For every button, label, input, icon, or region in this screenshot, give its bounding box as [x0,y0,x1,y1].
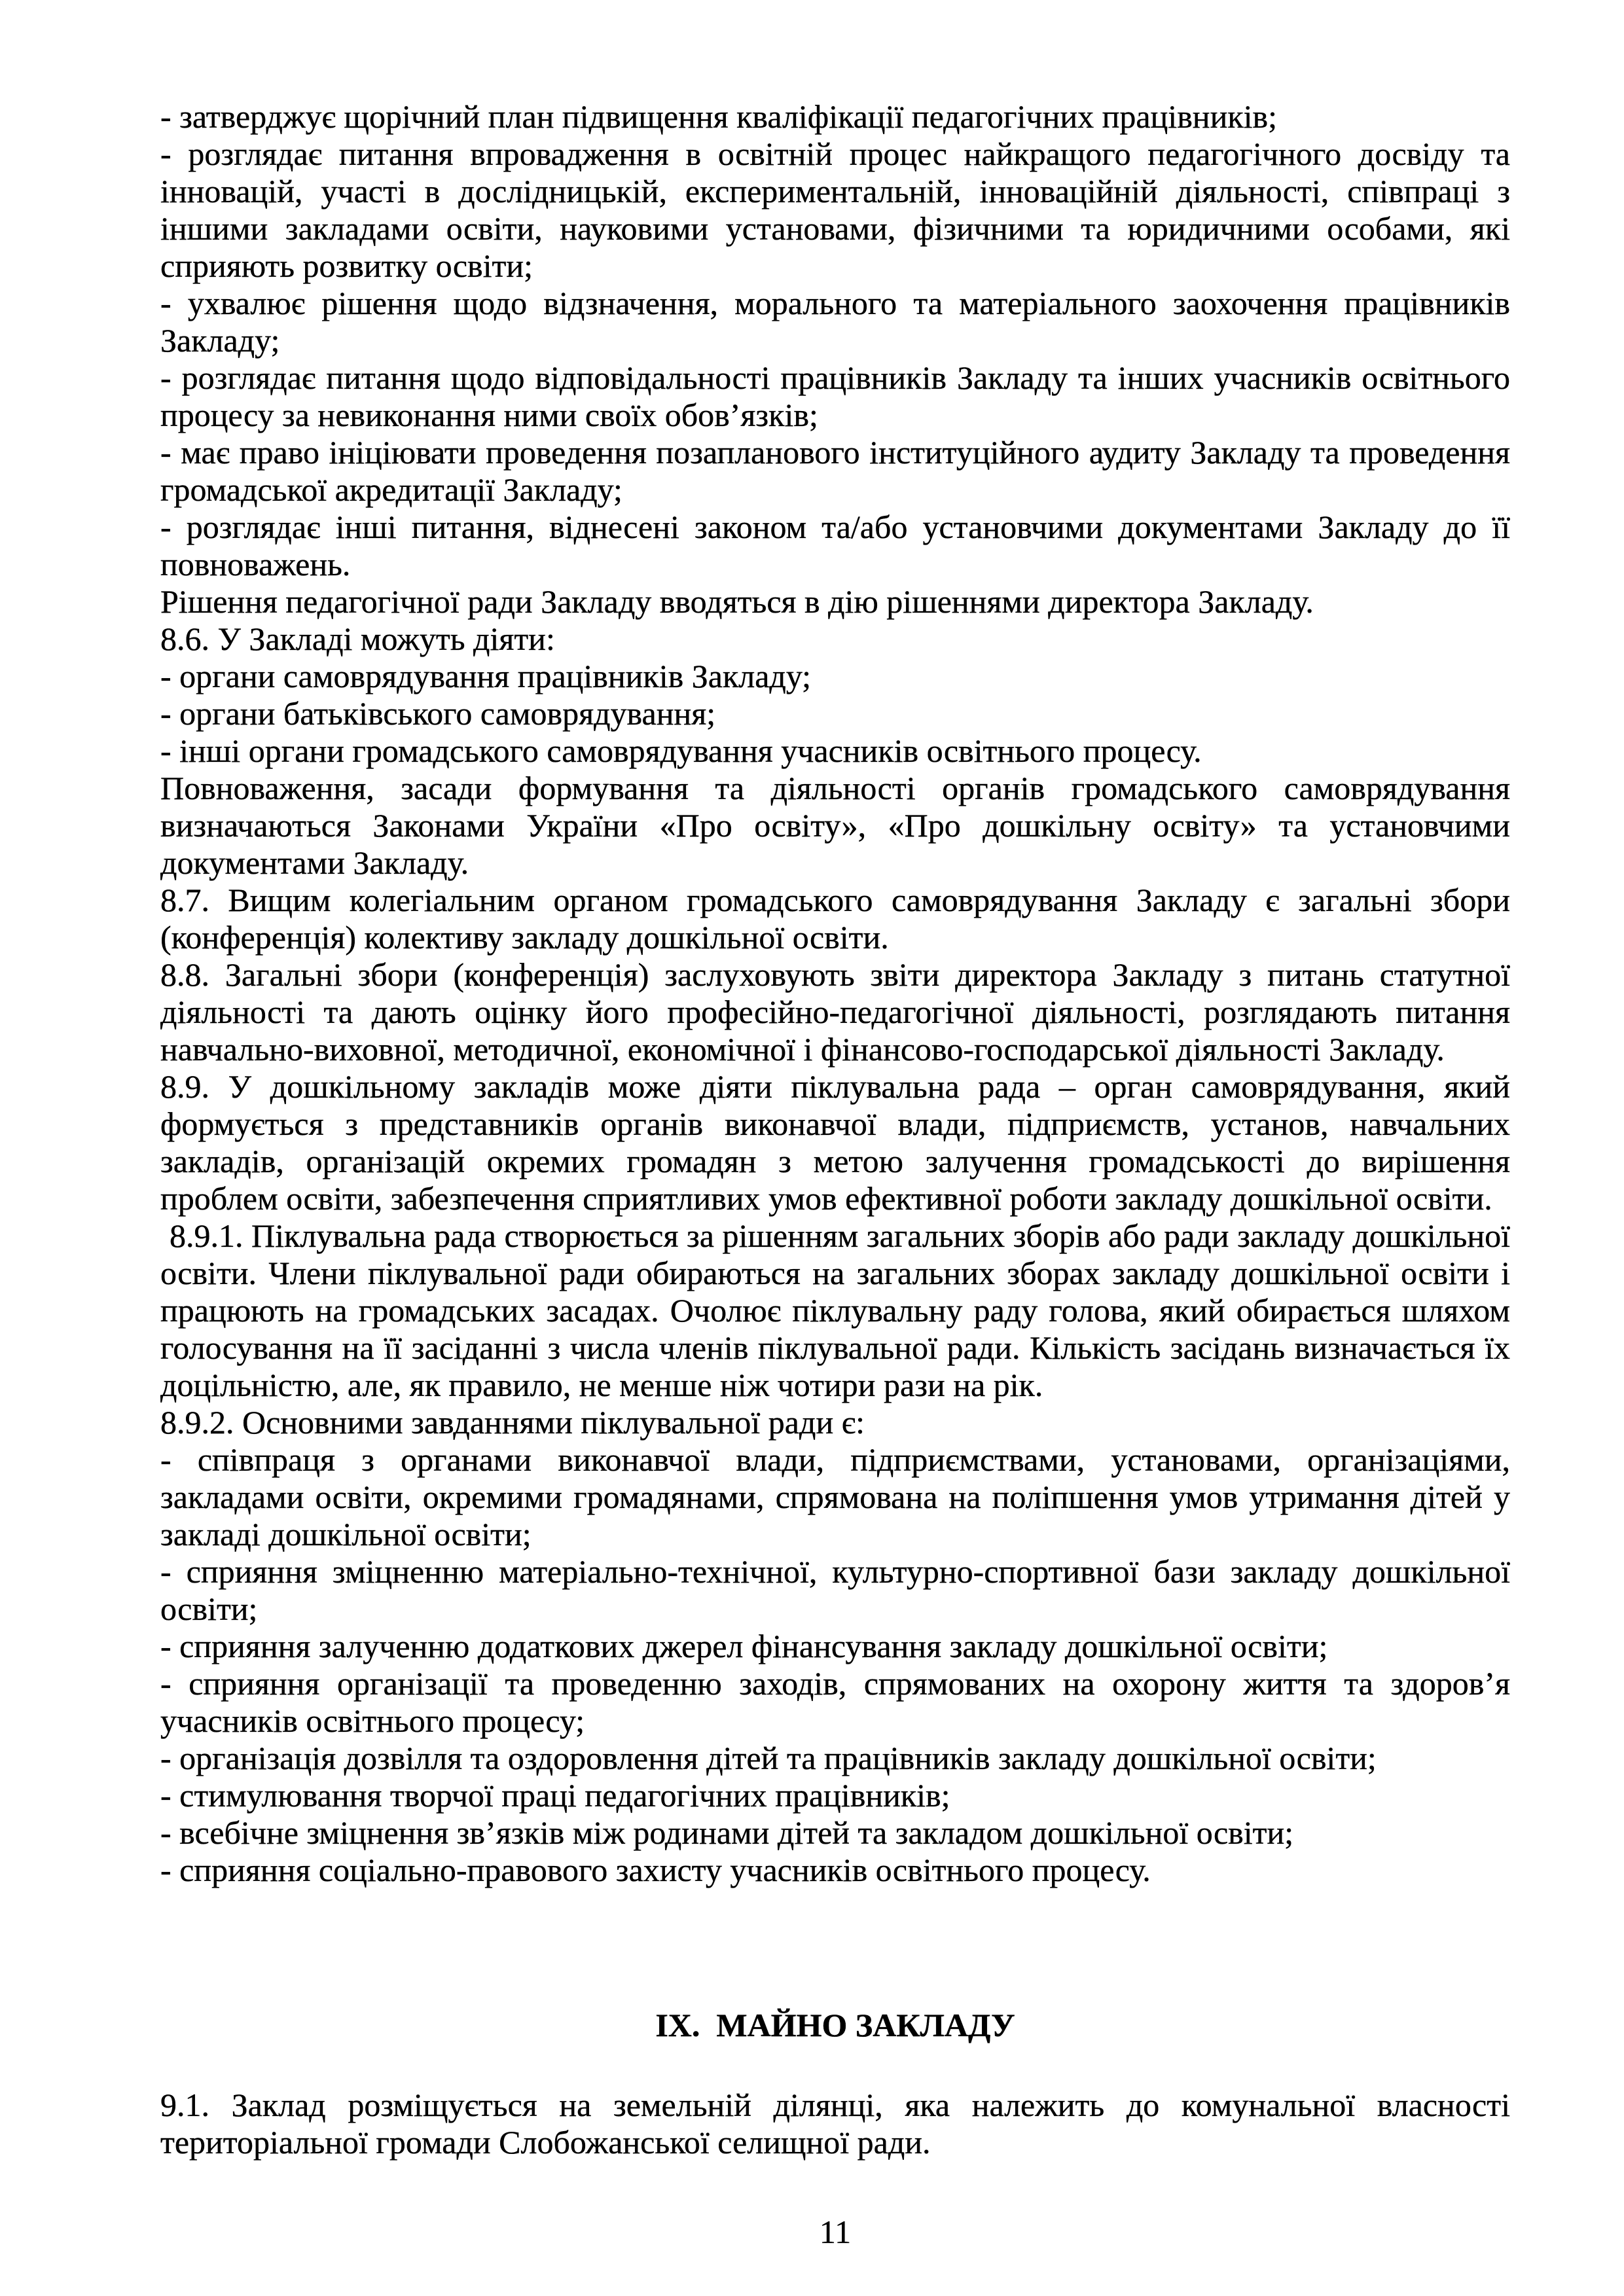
paragraph: Рішення педагогічної ради Закладу вводяться в дію рішеннями директора Закладу. [160,583,1314,620]
list-item: - сприяння зміцненню матеріально-технічної, культурно-спортивної бази закладу дошкільної освіти; [160,1553,1510,1627]
list-item: - співпраця з органами виконавчої влади, підприємствами, установами, організаціями, закладами освіти, окремими громадянами, спрямована на поліпшення умов утримання дітей у закладі дошкільної освіти; [160,1441,1510,1552]
list-item: - органи батьківського самоврядування; [160,695,716,732]
list-item: - інші органи громадського самоврядування учасників освітнього процесу. [160,732,1202,769]
list-item: - розглядає інші питання, віднесені законом та/або установчими документами Закладу до її повноважень. [160,509,1510,583]
clause-8-8: 8.8. Загальні збори (конференція) заслуховують звіти директора Закладу з питань статутної діяльності та дають оцінку його професійно-педагогічної діяльності, розглядають питання навчально-виховної, методичної, економічної і фінансово-господарської діяльності Закладу. [160,956,1510,1067]
list-item: - органи самоврядування працівників Закладу; [160,658,812,694]
list-item: - сприяння організації та проведенню заходів, спрямованих на охорону життя та здоров’я учасників освітнього процесу; [160,1665,1510,1739]
list-item: - сприяння соціально-правового захисту учасників освітнього процесу. [160,1852,1151,1888]
section-heading: IX. МАЙНО ЗАКЛАДУ [655,2007,1015,2043]
list-item: - стимулювання творчої праці педагогічних працівників; [160,1777,950,1814]
paragraph: Повноваження, засади формування та діяльності органів громадського самоврядування визначаються Законами України «Про освіту», «Про дошкільну освіту» та установчими документами Закладу. [160,770,1510,881]
list-item: - має право ініціювати проведення позапланового інституційного аудиту Закладу та проведення громадської акредитації Закладу; [160,434,1510,508]
document-body [160,98,1510,2251]
clause-8-6: 8.6. У Закладі можуть діяти: [160,620,555,657]
list-item: - сприяння залученню додаткових джерел фінансування закладу дошкільної освіти; [160,1628,1328,1664]
clause-8-7: 8.7. Вищим колегіальним органом громадського самоврядування Закладу є загальні збори (конференція) колективу закладу дошкільної освіти. [160,882,1510,956]
list-item: - ухвалює рішення щодо відзначення, морального та матеріального заохочення працівників Закладу; [160,285,1510,359]
list-item: - розглядає питання впровадження в освітній процес найкращого педагогічного досвіду та інновацій, участі в дослідницькій, експериментальній, інноваційній діяльності, співпраці з іншими закладами освіти, науковими установами, фізичними та юридичними особами, які сприяють розвитку освіти; [160,135,1510,284]
clause-8-9-2: 8.9.2. Основними завданнями піклувальної ради є: [160,1404,865,1441]
list-item: - розглядає питання щодо відповідальності працівників Закладу та інших учасників освітнього процесу за невиконання ними своїх обов’язків; [160,359,1510,433]
clause-8-9: 8.9. У дошкільному закладів може діяти піклувальна рада – орган самоврядування, який формується з представників органів виконавчої влади, підприємств, установ, навчальних закладів, організацій окремих громадян з метою залучення громадськості до вирішення проблем освіти, забезпечення сприятливих умов ефективної роботи закладу дошкільної освіти. [160,1068,1510,1217]
list-item: - організація дозвілля та оздоровлення дітей та працівників закладу дошкільної освіти; [160,1740,1377,1776]
list-item: - затверджує щорічний план підвищення кваліфікації педагогічних працівників; [160,98,1278,135]
list-item: - всебічне зміцнення зв’язків між родинами дітей та закладом дошкільної освіти; [160,1814,1294,1851]
page-number: 11 [819,2214,852,2250]
clause-8-9-1: 8.9.1. Піклувальна рада створюється за рішенням загальних зборів або ради закладу дошкільної освіти. Члени піклувальної ради обираються на загальних зборах закладу дошкільної освіти і працюють на громадських засадах. Очолює піклувальну раду голова, який обирається шляхом голосування на її засіданні з числа членів піклувальної ради. Кількість засідань визначається їх доцільністю, але, як правило, не менше ніж чотири рази на рік. [160,1217,1510,1403]
clause-9-1: 9.1. Заклад розміщується на земельній ділянці, яка належить до комунальної власності територіальної громади Слобожанської селищної ради. [160,2087,1510,2161]
